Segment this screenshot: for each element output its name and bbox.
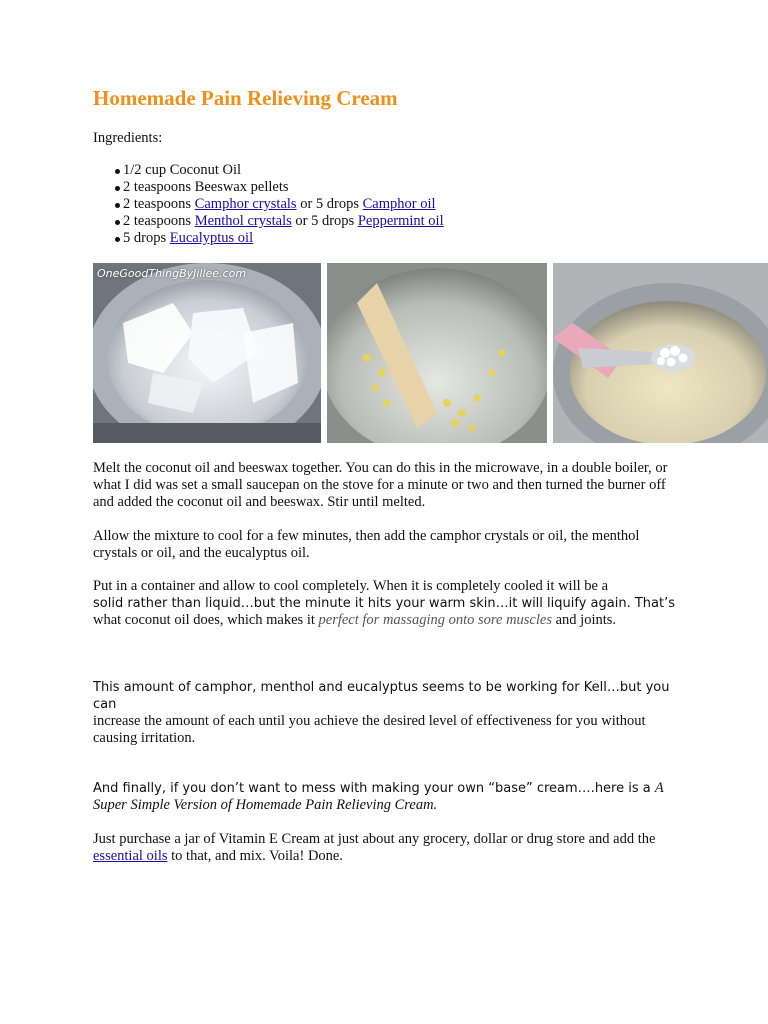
ingredient-item: 1/2 cup Coconut Oil	[93, 162, 444, 179]
watermark: OneGoodThingByJillee.com	[97, 267, 247, 280]
ingredients-list	[93, 162, 444, 247]
paragraph-amount: This amount of camphor, menthol and eucalyptus seems to be working for Kell…but you can increase the amount of each until you achieve the desired level of effectiveness for you without causing irritation.	[93, 680, 670, 746]
menthol-crystals-link[interactable]: Menthol crystals	[194, 213, 292, 229]
ingredient-item: 2 teaspoons Camphor crystals or 5 drops Camphor oil	[93, 196, 444, 213]
camphor-crystals-link[interactable]: Camphor crystals	[194, 196, 297, 212]
eucalyptus-oil-link[interactable]: Eucalyptus oil	[169, 230, 254, 246]
paragraph-container: Put in a container and allow to cool completely. When it is completely cooled it will be a solid rather than liquid…but the minute it hits your warm skin…it will liquify again. That’s what coconut oil does, which makes it perfect for massaging onto sore muscles and joints.	[93, 578, 675, 628]
photo-melting-mixture	[327, 263, 547, 443]
ingredient-item: 2 teaspoons Beeswax pellets	[93, 179, 444, 196]
peppermint-oil-link[interactable]: Peppermint oil	[357, 213, 444, 229]
camphor-oil-link[interactable]: Camphor oil	[362, 196, 436, 212]
ingredient-item: 5 drops Eucalyptus oil	[93, 230, 444, 247]
essential-oils-link[interactable]: essential oils	[93, 848, 168, 864]
photo-coconut-oil	[93, 263, 321, 443]
paragraph-cool: Allow the mixture to cool for a few minutes, then add the camphor crystals or oil, the menthol crystals or oil, and the eucalyptus oil.	[93, 528, 640, 561]
paragraph-purchase: Just purchase a jar of Vitamin E Cream at just about any grocery, dollar or drug store and add the essential oils to that, and mix. Voila! Done.	[93, 831, 656, 864]
paragraph-melt: Melt the coconut oil and beeswax together. You can do this in the microwave, in a double boiler, or what I did was set a small saucepan on the stove for a minute or two and then turned the burner off and added the coconut oil and beeswax. Stir until melted.	[93, 460, 668, 510]
paragraph-finally: And finally, if you don’t want to mess with making your own “base” cream….here is a A Super Simple Version of Homemade Pain Relieving Cream.	[93, 780, 664, 813]
page-title: Homemade Pain Relieving Cream	[93, 86, 398, 110]
photo-adding-crystals	[553, 263, 768, 443]
ingredients-label: Ingredients:	[93, 130, 163, 146]
ingredient-item: 2 teaspoons Menthol crystals or 5 drops Peppermint oil	[93, 213, 444, 230]
